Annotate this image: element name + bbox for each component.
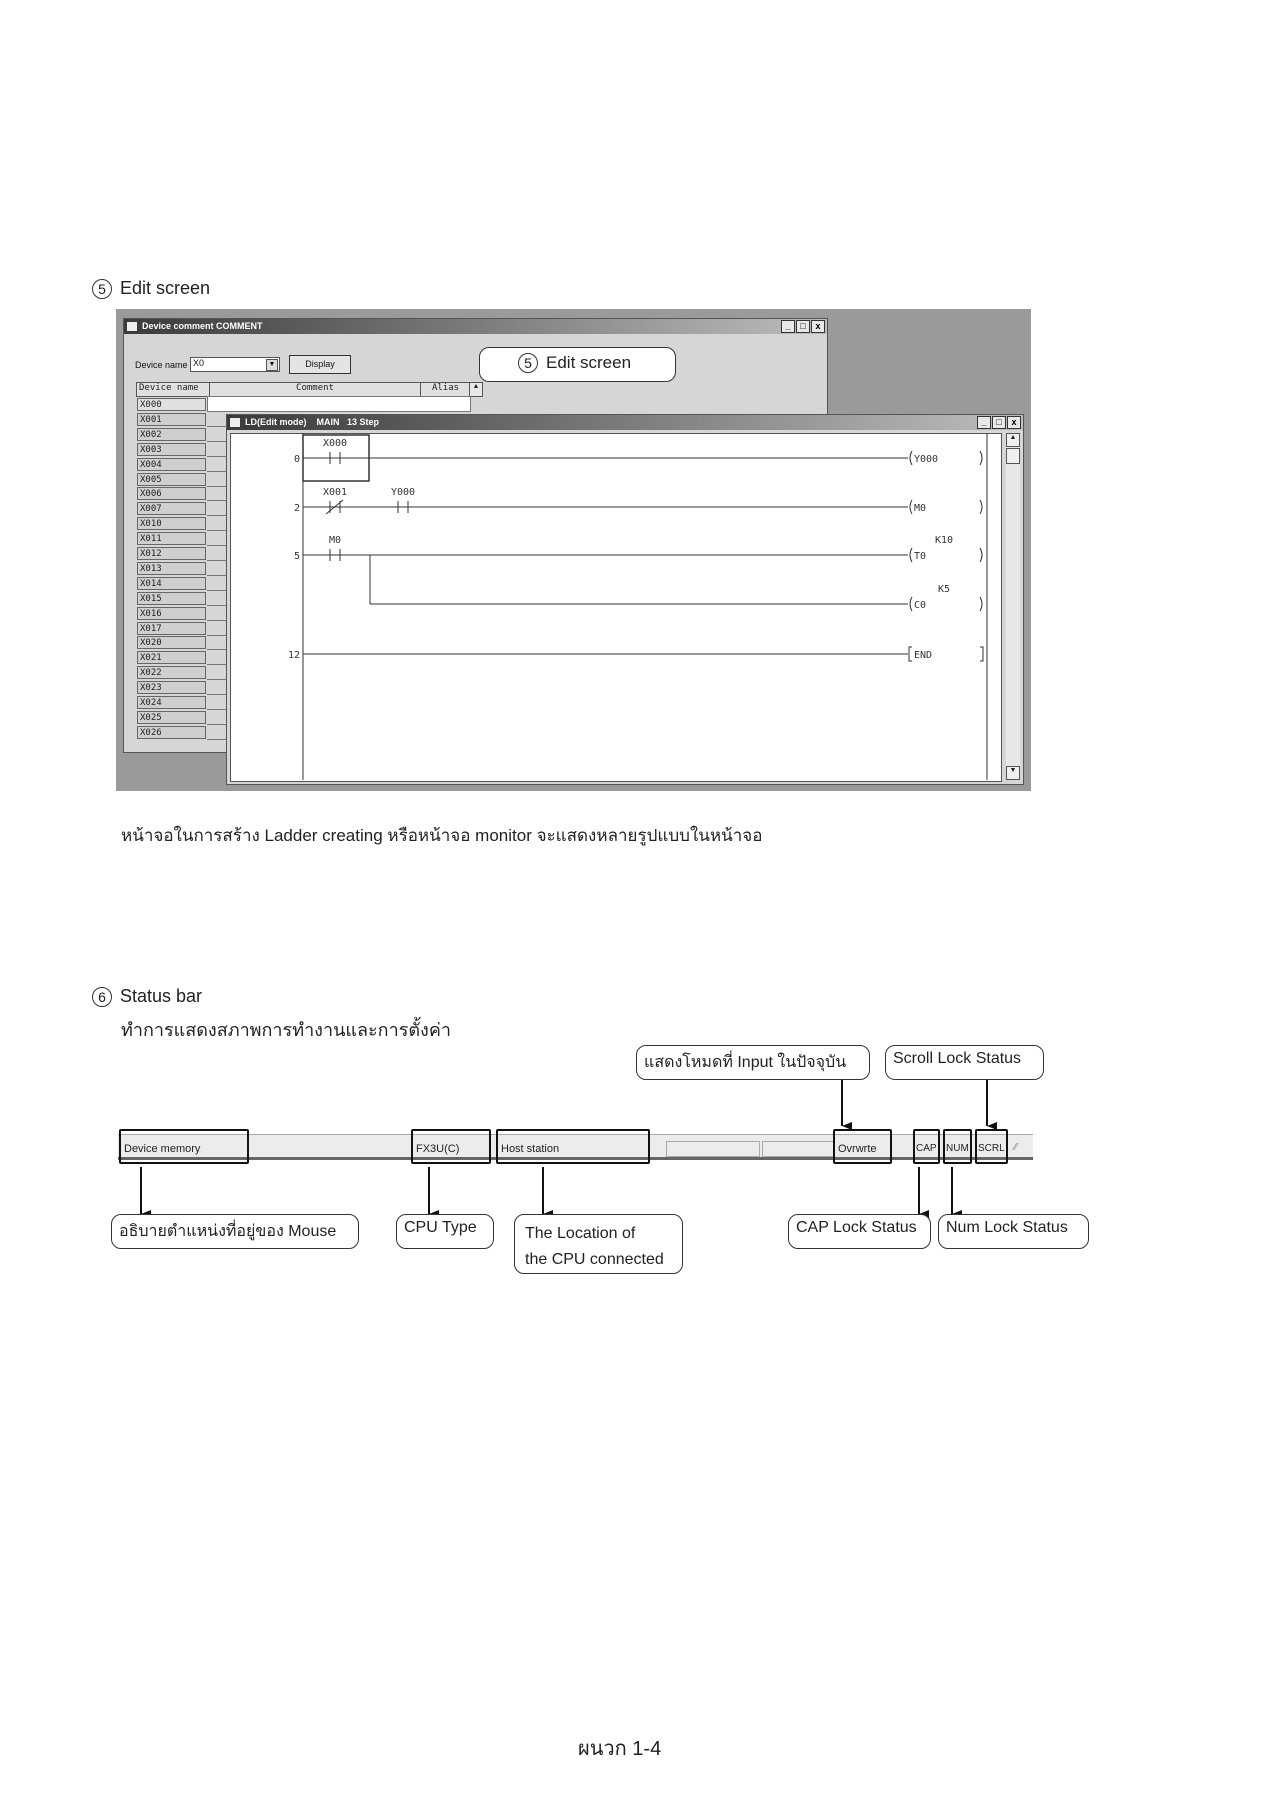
device-row[interactable]: X011 (137, 532, 206, 545)
status-cap: CAP (913, 1129, 940, 1164)
page-number: ผนวก 1-4 (578, 1738, 662, 1760)
resize-grip-icon[interactable]: ⁄⁄ (1014, 1142, 1018, 1153)
scroll-up-icon[interactable]: ▲ (469, 382, 483, 397)
step-number: 12 (287, 650, 300, 661)
device-row[interactable]: X025 (137, 711, 206, 724)
coil-label: Y000 (914, 454, 939, 465)
ladder-steps: 13 Step (347, 417, 380, 427)
callout-scroll-lock: Scroll Lock Status (885, 1045, 1044, 1080)
maximize-icon[interactable]: □ (796, 320, 810, 333)
contact-label: X000 (322, 438, 348, 449)
contact-label: M0 (328, 535, 342, 546)
status-scrl: SCRL (975, 1129, 1008, 1164)
device-row[interactable]: X004 (137, 458, 206, 471)
status-host-station: Host station (496, 1129, 650, 1164)
device-row[interactable]: X007 (137, 502, 206, 515)
section5-caption: หน้าจอในการสร้าง Ladder creating หรือหน้าจอ monitor จะแสดงหลายรูปแบบในหน้าจอ (121, 826, 763, 845)
status-input-mode: Ovrwrte (833, 1129, 892, 1164)
chevron-down-icon[interactable]: ▼ (266, 359, 278, 371)
minimize-icon[interactable]: _ (781, 320, 795, 333)
device-row[interactable]: X017 (137, 622, 206, 635)
callout-input-mode: แสดงโหมดที่ Input ในปัจจุบัน (636, 1045, 870, 1080)
callout-number: 5 (518, 353, 538, 373)
device-row[interactable]: X005 (137, 473, 206, 486)
device-row[interactable]: X024 (137, 696, 206, 709)
section-number: 5 (92, 279, 112, 299)
device-row[interactable]: X013 (137, 562, 206, 575)
step-number: 0 (293, 454, 300, 465)
device-row[interactable]: X023 (137, 681, 206, 694)
coil-label: T0 (914, 551, 927, 562)
device-row[interactable]: X001 (137, 413, 206, 426)
device-row[interactable]: X026 (137, 726, 206, 739)
callout-label: Edit screen (546, 353, 632, 372)
maximize-icon[interactable]: □ (992, 416, 1006, 429)
section-number: 6 (92, 987, 112, 1007)
column-alias[interactable]: Alias (431, 383, 460, 393)
callout-location-line1: The Location of (525, 1225, 636, 1242)
device-row[interactable]: X014 (137, 577, 206, 590)
callout-cap-lock: CAP Lock Status (788, 1214, 931, 1249)
close-icon[interactable]: x (1007, 416, 1021, 429)
ladder-program: MAIN (316, 417, 340, 427)
counter-setting: K5 (938, 584, 951, 595)
section-title: Status bar (120, 986, 203, 1006)
section-title: Edit screen (120, 278, 211, 298)
callout-location-line2: the CPU connected (525, 1251, 664, 1268)
device-row[interactable]: X015 (137, 592, 206, 605)
callout-num-lock: Num Lock Status (938, 1214, 1089, 1249)
device-row[interactable]: X022 (137, 666, 206, 679)
section6-description: ทำการแสดงสภาพการทำงานและการตั้งค่า (121, 1020, 451, 1040)
coil-label: M0 (914, 503, 927, 514)
timer-setting: K10 (935, 535, 954, 546)
contact-label: X001 (322, 487, 348, 498)
end-instruction: END (914, 650, 933, 661)
column-comment[interactable]: Comment (210, 383, 421, 396)
status-cpu-type: FX3U(C) (411, 1129, 491, 1164)
status-device-memory: Device memory (119, 1129, 249, 1164)
step-number: 2 (293, 503, 300, 514)
device-row[interactable]: X020 (137, 636, 206, 649)
close-icon[interactable]: x (811, 320, 825, 333)
ladder-mode: LD(Edit mode) (245, 417, 307, 427)
scroll-down-icon[interactable]: ▼ (1006, 766, 1020, 780)
device-row[interactable]: X006 (137, 487, 206, 500)
device-row[interactable]: X010 (137, 517, 206, 530)
scroll-up-icon[interactable]: ▲ (1006, 433, 1020, 447)
contact-label: Y000 (390, 487, 416, 498)
device-row[interactable]: X000 (137, 398, 206, 411)
device-row[interactable]: X021 (137, 651, 206, 664)
status-num: NUM (943, 1129, 972, 1164)
callout-mouse: อธิบายตำแหน่งที่อยู่ของ Mouse (111, 1214, 359, 1249)
device-row[interactable]: X002 (137, 428, 206, 441)
window-title: Device comment COMMENT (142, 321, 263, 331)
step-number: 5 (293, 551, 300, 562)
device-name-value: X0 (193, 358, 205, 368)
display-button[interactable]: Display (289, 355, 351, 374)
device-row[interactable]: X012 (137, 547, 206, 560)
coil-label: C0 (914, 600, 927, 611)
minimize-icon[interactable]: _ (977, 416, 991, 429)
callout-location (514, 1214, 683, 1274)
device-row[interactable]: X003 (137, 443, 206, 456)
callout-cpu-type: CPU Type (396, 1214, 494, 1249)
device-name-label: Device name (135, 360, 188, 370)
column-device-name[interactable]: Device name (137, 383, 210, 396)
device-row[interactable]: X016 (137, 607, 206, 620)
